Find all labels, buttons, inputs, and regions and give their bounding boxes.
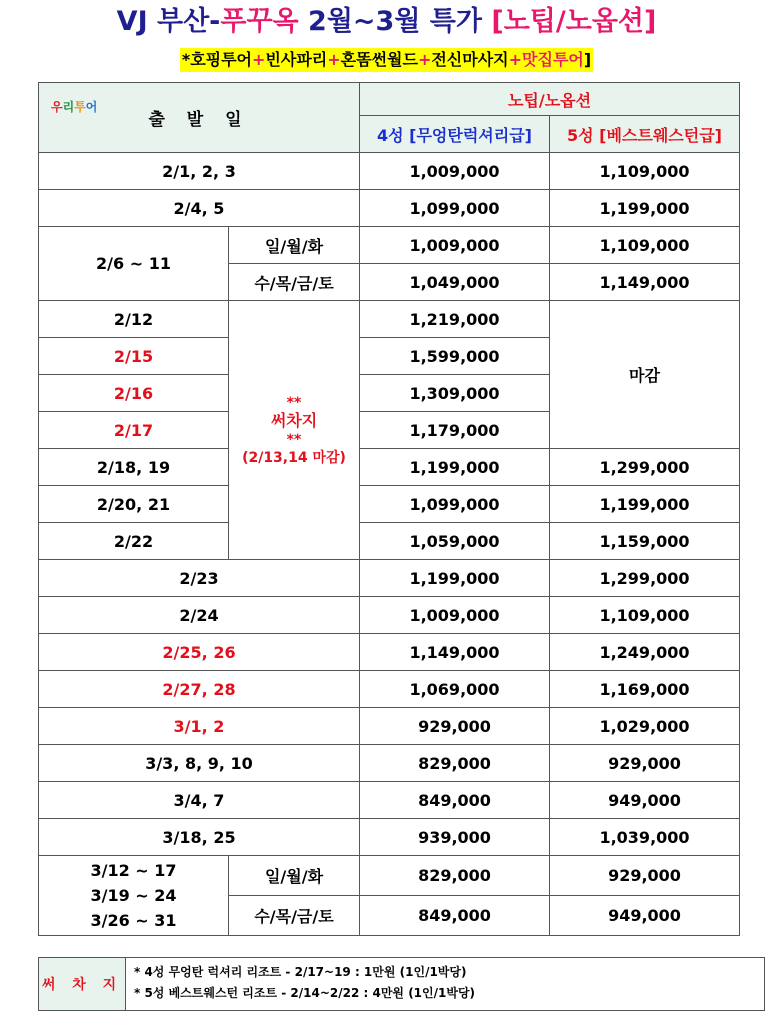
surcharge-footer: [38, 957, 765, 1011]
footer-lines: [126, 958, 483, 1010]
price-4star: 939,000: [360, 819, 550, 856]
price-5star: 1,159,000: [550, 523, 740, 560]
table-row: [39, 560, 740, 597]
price-5star: 949,000: [550, 782, 740, 819]
price-4star: 929,000: [360, 708, 550, 745]
price-4star: 1,009,000: [360, 597, 550, 634]
table-row: [39, 190, 740, 227]
table-row: [39, 597, 740, 634]
date-cell: 3/12 ~ 17 3/19 ~ 24 3/26 ~ 31: [39, 856, 229, 936]
title-destination: 푸꾸옥: [220, 6, 299, 37]
price-4star: 829,000: [360, 856, 550, 896]
subtitle-item: 빈사파리: [265, 50, 328, 69]
price-5star: 1,109,000: [550, 153, 740, 190]
title-period: 2월~3월 특가: [298, 6, 492, 37]
subtitle-row: [0, 48, 773, 72]
date-cell: 3/3, 8, 9, 10: [39, 745, 360, 782]
table-row: [39, 856, 740, 896]
departure-header: [39, 83, 360, 153]
surcharge-note: ** 써차지 ** (2/13,14 마감): [229, 301, 360, 560]
table-row: [39, 708, 740, 745]
table-row: [39, 782, 740, 819]
date-cell: 2/25, 26: [39, 634, 360, 671]
sold-out-cell: 마감: [550, 301, 740, 449]
table-row: [39, 634, 740, 671]
subtitle-item: 혼똠썬월드: [340, 50, 418, 69]
table-row: [39, 523, 740, 560]
subtitle-star: *: [181, 50, 191, 69]
title-prefix: VJ 부산-: [116, 6, 221, 37]
table-row: [39, 745, 740, 782]
price-5star: 1,169,000: [550, 671, 740, 708]
price-5star: 1,299,000: [550, 449, 740, 486]
date-cell: 3/1, 2: [39, 708, 360, 745]
table-row: [39, 671, 740, 708]
date-cell: 2/12: [39, 301, 229, 338]
price-5star: 929,000: [550, 856, 740, 896]
price-4star: 1,309,000: [360, 375, 550, 412]
subtitle-banner: [180, 48, 593, 72]
price-5star: 1,149,000: [550, 264, 740, 301]
subtitle-plus: +: [327, 50, 341, 69]
price-5star: 1,109,000: [550, 227, 740, 264]
price-5star: 1,029,000: [550, 708, 740, 745]
table-row: [39, 486, 740, 523]
price-5star: 1,299,000: [550, 560, 740, 597]
subtitle-item: 맛집투어: [522, 50, 584, 69]
price-4star: 1,219,000: [360, 301, 550, 338]
price-4star: 1,099,000: [360, 190, 550, 227]
date-cell: 2/6 ~ 11: [39, 227, 229, 301]
subtitle-end: ]: [583, 50, 592, 69]
price-4star: 849,000: [360, 782, 550, 819]
price-4star: 1,009,000: [360, 227, 550, 264]
footer-line: * 4성 무엉탄 럭셔리 리조트 - 2/17~19 : 1만원 (1인/1박당): [134, 965, 467, 979]
subtitle-plus: +: [508, 50, 523, 69]
price-5star: 929,000: [550, 745, 740, 782]
price-4star: 849,000: [360, 896, 550, 936]
price-5star: 1,109,000: [550, 597, 740, 634]
title-tag: [노팁/노옵션]: [491, 6, 657, 37]
price-4star: 1,049,000: [360, 264, 550, 301]
price-5star: 1,249,000: [550, 634, 740, 671]
weekday-cell: 수/목/금/토: [229, 264, 360, 301]
date-cell: 3/4, 7: [39, 782, 360, 819]
date-cell: 2/4, 5: [39, 190, 360, 227]
price-5star: 949,000: [550, 896, 740, 936]
date-cell: 2/22: [39, 523, 229, 560]
subtitle-item: 전신마사지: [431, 50, 509, 69]
date-cell: 3/18, 25: [39, 819, 360, 856]
table-row: [39, 301, 740, 338]
price-4star: 1,099,000: [360, 486, 550, 523]
table-row: [39, 449, 740, 486]
weekday-cell: 수/목/금/토: [229, 896, 360, 936]
table-row: [39, 227, 740, 264]
subtitle-item: 호핑투어: [190, 50, 253, 69]
price-4star: 1,179,000: [360, 412, 550, 449]
date-cell: 2/17: [39, 412, 229, 449]
price-4star: 1,009,000: [360, 153, 550, 190]
footer-line: * 5성 베스트웨스턴 리조트 - 2/14~2/22 : 4만원 (1인/1박당): [134, 986, 476, 1000]
price-4star: 1,069,000: [360, 671, 550, 708]
price-4star: 1,199,000: [360, 449, 550, 486]
table-row: [39, 819, 740, 856]
subtitle-plus: +: [417, 50, 432, 69]
group-header: 노팁/노옵션: [360, 83, 740, 116]
price-table: [38, 82, 740, 936]
price-4star: 1,059,000: [360, 523, 550, 560]
price-5star: 1,199,000: [550, 190, 740, 227]
weekday-cell: 일/월/화: [229, 856, 360, 896]
date-cell: 2/24: [39, 597, 360, 634]
date-cell: 2/1, 2, 3: [39, 153, 360, 190]
date-cell: 2/27, 28: [39, 671, 360, 708]
table-row: [39, 153, 740, 190]
weekday-cell: 일/월/화: [229, 227, 360, 264]
price-4star: 1,149,000: [360, 634, 550, 671]
date-cell: 2/23: [39, 560, 360, 597]
price-4star: 829,000: [360, 745, 550, 782]
price-4star: 1,599,000: [360, 338, 550, 375]
subtitle-plus: +: [252, 50, 266, 69]
date-cell: 2/16: [39, 375, 229, 412]
departure-label: 출 발 일: [148, 110, 250, 130]
date-cell: 2/20, 21: [39, 486, 229, 523]
brand-logo: 우리투어: [51, 100, 98, 114]
date-cell: 2/15: [39, 338, 229, 375]
footer-label: 써 차 지: [39, 958, 126, 1010]
date-cell: 2/18, 19: [39, 449, 229, 486]
price-5star: 1,039,000: [550, 819, 740, 856]
col-4star-header: 4성 [무엉탄럭셔리급]: [360, 116, 550, 153]
price-4star: 1,199,000: [360, 560, 550, 597]
page-title: [0, 4, 773, 40]
col-5star-header: 5성 [베스트웨스턴급]: [550, 116, 740, 153]
price-5star: 1,199,000: [550, 486, 740, 523]
